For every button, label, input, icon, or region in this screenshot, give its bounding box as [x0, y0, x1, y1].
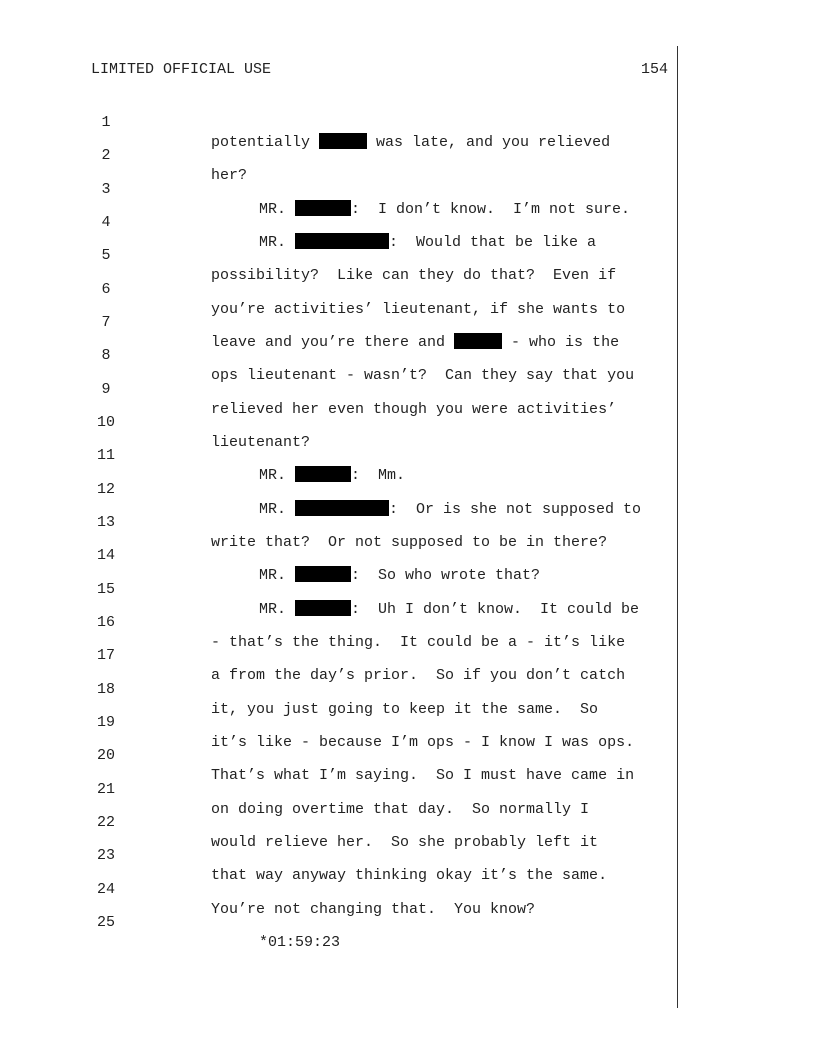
right-margin-rule: [677, 46, 678, 1008]
redaction-block: [295, 566, 351, 582]
line-text: [259, 500, 641, 520]
line-text: [211, 333, 619, 353]
text-segment: : So who wrote that?: [351, 567, 541, 584]
redaction-block: [295, 600, 351, 616]
line-text: lieutenant?: [211, 434, 311, 451]
line-number: 9: [101, 381, 111, 398]
transcript-line: [0, 893, 341, 951]
line-number: 6: [101, 281, 111, 298]
line-text: a from the day’s prior. So if you don’t catch: [211, 667, 626, 684]
line-number: 18: [96, 681, 115, 698]
text-segment: : Or is she not supposed to: [389, 501, 642, 518]
line-number: 14: [96, 547, 115, 564]
redaction-block: [295, 500, 389, 516]
text-segment: leave and you’re there and: [211, 334, 455, 351]
line-number: 4: [101, 214, 111, 231]
speaker-prefix: MR.: [259, 201, 296, 218]
line-text: write that? Or not supposed to be in there?: [211, 534, 608, 551]
line-number: 25: [96, 914, 115, 931]
line-number: 20: [96, 747, 115, 764]
line-text: you’re activities’ lieutenant, if she wants to: [211, 301, 626, 318]
text-segment: : I don’t know. I’m not sure.: [351, 201, 631, 218]
speaker-prefix: MR.: [259, 601, 296, 618]
transcript-line: [0, 126, 248, 184]
line-text: [259, 600, 639, 620]
line-text: That’s what I’m saying. So I must have came in: [211, 767, 635, 784]
line-number: 7: [101, 314, 111, 331]
line-text: her?: [211, 167, 248, 184]
line-number: 13: [96, 514, 115, 531]
text-segment: : Mm.: [351, 467, 406, 484]
speaker-prefix: MR.: [259, 501, 296, 518]
line-text: ops lieutenant - wasn’t? Can they say that you: [211, 367, 635, 384]
line-text: it, you just going to keep it the same. So: [211, 701, 599, 718]
text-segment: was late, and you relieved: [367, 134, 611, 151]
line-text: You’re not changing that. You know?: [211, 901, 536, 918]
line-number: 23: [96, 847, 115, 864]
line-text: on doing overtime that day. So normally I: [211, 801, 590, 818]
line-number: 10: [96, 414, 115, 431]
line-number: 2: [101, 147, 111, 164]
line-text: would relieve her. So she probably left it: [211, 834, 599, 851]
line-number: 3: [101, 181, 111, 198]
text-segment: : Uh I don’t know. It could be: [351, 601, 640, 618]
line-number: 17: [96, 647, 115, 664]
redaction-block: [319, 133, 367, 149]
line-text: [259, 566, 540, 586]
redaction-block: [295, 233, 389, 249]
speaker-prefix: MR.: [259, 467, 296, 484]
line-number: 8: [101, 347, 111, 364]
text-segment: - who is the: [502, 334, 620, 351]
speaker-prefix: MR.: [259, 567, 296, 584]
timestamp: *01:59:23: [259, 934, 341, 951]
text-segment: potentially: [211, 134, 320, 151]
line-text: relieved her even though you were activities’: [211, 401, 617, 418]
line-text: that way anyway thinking okay it’s the same.: [211, 867, 608, 884]
line-number: 1: [101, 114, 111, 131]
line-text: [211, 133, 610, 153]
line-number: 11: [96, 447, 115, 464]
line-number: 16: [96, 614, 115, 631]
line-number: 24: [96, 881, 115, 898]
line-text: it’s like - because I’m ops - I know I was ops.: [211, 734, 635, 751]
line-number: 22: [96, 814, 115, 831]
line-text: possibility? Like can they do that? Even if: [211, 267, 617, 284]
transcript-line: [0, 93, 611, 151]
line-text: [259, 200, 630, 220]
line-number: 19: [96, 714, 115, 731]
line-number: 12: [96, 481, 115, 498]
line-text: [259, 233, 596, 253]
speaker-prefix: MR.: [259, 234, 296, 251]
text-segment: : Would that be like a: [389, 234, 597, 251]
line-number: 15: [96, 581, 115, 598]
page-number: 154: [640, 61, 668, 78]
redaction-block: [295, 200, 351, 216]
line-text: - that’s the thing. It could be a - it’s like: [211, 634, 626, 651]
line-number: 21: [96, 781, 115, 798]
classification-header: LIMITED OFFICIAL USE: [91, 61, 272, 78]
redaction-block: [295, 466, 351, 482]
transcript-line: [0, 393, 311, 451]
line-text: [259, 466, 405, 486]
line-number: 5: [101, 247, 111, 264]
redaction-block: [454, 333, 502, 349]
